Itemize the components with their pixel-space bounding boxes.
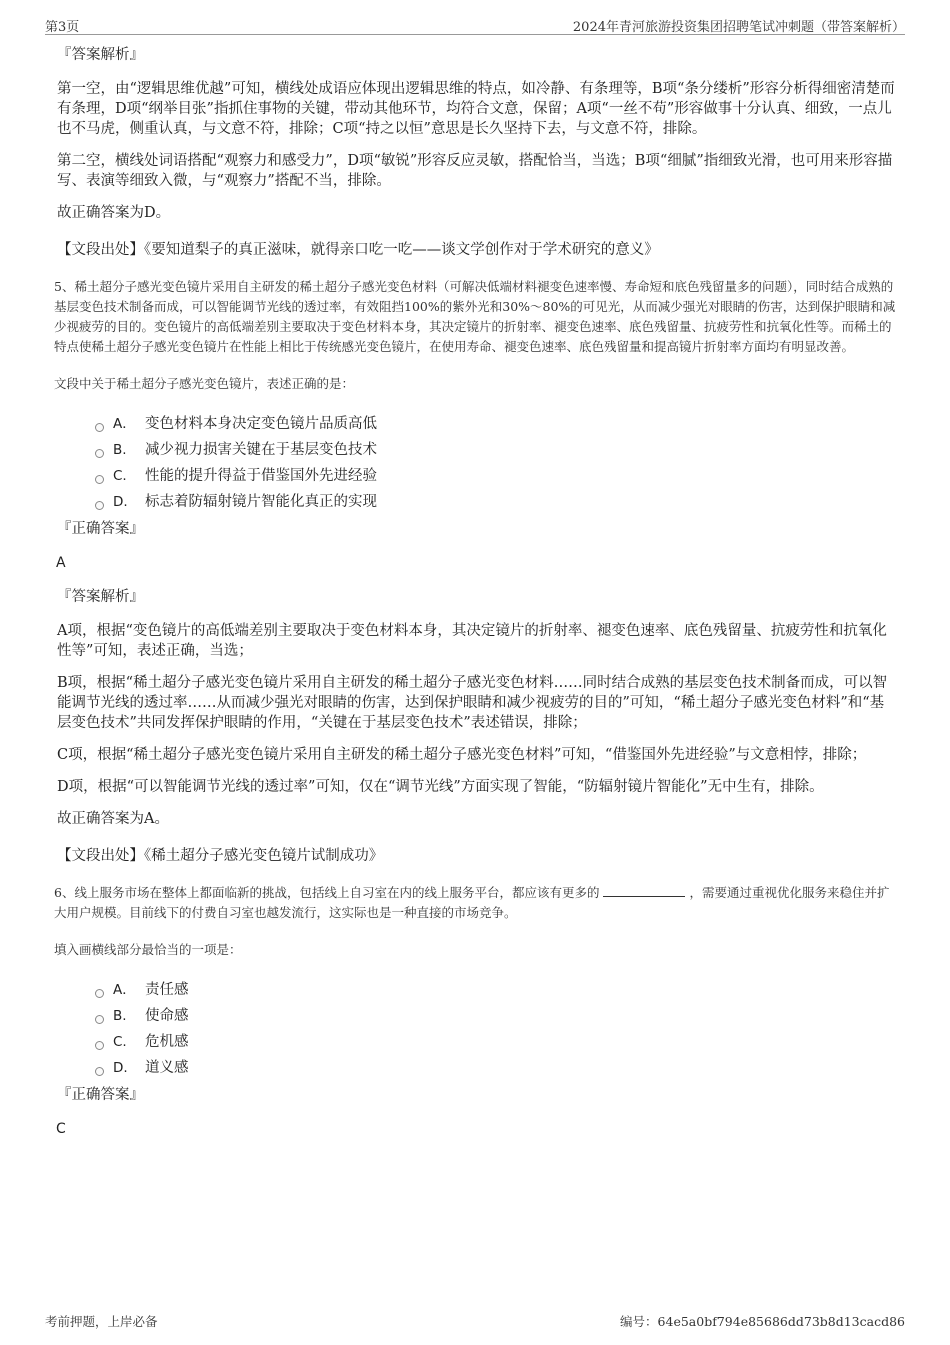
question-6-passage-after: ，需要通过重视优化服务来稳住并扩大用户规模。目前线下的付费自习室也越发流行，这实际也是一种直接的市场竞争。	[54, 885, 890, 920]
option-letter: D.	[113, 1060, 128, 1076]
question-6-options	[95, 977, 897, 1081]
radio-button-icon[interactable]	[95, 475, 104, 484]
option-text: 变色材料本身决定变色镜片品质高低	[145, 416, 377, 432]
question-6-passage	[54, 883, 897, 923]
option-text: 标志着防辐射镜片智能化真正的实现	[145, 494, 377, 510]
radio-button-icon[interactable]	[95, 1067, 104, 1076]
option-d[interactable]	[95, 1055, 897, 1081]
footer-slogan: 考前押题，上岸必备	[45, 1314, 158, 1329]
page-number: 第3页	[45, 20, 80, 35]
option-text: 使命感	[145, 1008, 189, 1024]
radio-button-icon[interactable]	[95, 989, 104, 998]
option-text: 道义感	[145, 1060, 189, 1076]
correct-answer-label: 『正确答案』	[57, 521, 144, 537]
document-id: 编号：64e5a0bf794e85686dd73b8d13cacd86	[620, 1314, 905, 1329]
question-5-prompt: 文段中关于稀土超分子感光变色镜片，表述正确的是：	[54, 376, 355, 391]
page-content	[54, 45, 897, 1153]
option-letter: D.	[113, 494, 128, 510]
analysis-paragraph: 第二空，横线处词语搭配“观察力和感受力”，D项“敏锐”形容反应灵敏，搭配恰当，当选；B项“细腻”指细致光滑，也可用来形容描写、表演等细致入微，与“观察力”搭配不当，排除。	[57, 153, 893, 189]
option-d[interactable]	[95, 489, 897, 515]
option-a[interactable]	[95, 411, 897, 437]
option-letter: B.	[113, 1008, 127, 1024]
option-letter: C.	[113, 1034, 127, 1050]
radio-button-icon[interactable]	[95, 1015, 104, 1024]
analysis-paragraph: A项，根据“变色镜片的高低端差别主要取决于变色材料本身，其决定镜片的折射率、褪变色速率、底色残留量、抗疲劳性和抗氧化性等”可知，表述正确，当选；	[57, 623, 887, 659]
page-header	[45, 14, 905, 35]
radio-button-icon[interactable]	[95, 1041, 104, 1050]
answer-conclusion: 故正确答案为A。	[57, 811, 169, 827]
analysis-label: 『答案解析』	[57, 47, 144, 63]
page-footer	[45, 1312, 905, 1332]
answer-conclusion: 故正确答案为D。	[57, 205, 171, 221]
option-text: 减少视力损害关键在于基层变色技术	[145, 442, 377, 458]
document-title: 2024年青河旅游投资集团招聘笔试冲刺题（带答案解析）	[572, 20, 905, 35]
radio-button-icon[interactable]	[95, 501, 104, 510]
radio-button-icon[interactable]	[95, 449, 104, 458]
option-b[interactable]	[95, 1003, 897, 1029]
option-letter: C.	[113, 468, 127, 484]
option-letter: A．	[113, 416, 136, 432]
fill-in-blank	[603, 884, 685, 897]
correct-answer-value: C	[56, 1121, 66, 1137]
analysis-paragraph: B项，根据“稀土超分子感光变色镜片采用自主研发的稀土超分子感光变色材料……同时结合成熟的基层变色技术制备而成，可以智能调节光线的透过率……从而减少强光对眼睛的伤害，达到保护眼睛和减少视疲劳的目的”可知，“稀土超分子感光变色材料”和“基层变色技术”共同发挥保护眼睛的作用，“关键在于基层变色技术”表述错误，排除；	[57, 675, 888, 731]
question-6-prompt: 填入画横线部分最恰当的一项是：	[54, 942, 242, 957]
analysis-paragraph: C项，根据“稀土超分子感光变色镜片采用自主研发的稀土超分子感光变色材料”可知，“借鉴国外先进经验”与文意相悖，排除；	[57, 747, 867, 763]
option-c[interactable]	[95, 463, 897, 489]
question-6-passage-before: 6、线上服务市场在整体上都面临新的挑战，包括线上自习室在内的线上服务平台，都应该有更多的	[54, 885, 600, 900]
analysis-label: 『答案解析』	[57, 589, 144, 605]
option-letter: A．	[113, 982, 136, 998]
analysis-paragraph: D项，根据“可以智能调节光线的透过率”可知，仅在“调节光线”方面实现了智能，“防辐射镜片智能化”无中生有，排除。	[57, 779, 824, 795]
source-citation: 【文段出处】《稀土超分子感光变色镜片试制成功》	[57, 848, 384, 864]
option-text: 责任感	[145, 982, 189, 998]
option-text: 性能的提升得益于借鉴国外先进经验	[145, 468, 377, 484]
correct-answer-value: A	[56, 555, 66, 571]
option-c[interactable]	[95, 1029, 897, 1055]
option-b[interactable]	[95, 437, 897, 463]
radio-button-icon[interactable]	[95, 423, 104, 432]
correct-answer-label: 『正确答案』	[57, 1087, 144, 1103]
option-text: 危机感	[145, 1034, 189, 1050]
question-5-options	[95, 411, 897, 515]
source-citation: 【文段出处】《要知道梨子的真正滋味，就得亲口吃一吃——谈文学创作对于学术研究的意义》	[57, 242, 659, 258]
option-a[interactable]	[95, 977, 897, 1003]
analysis-paragraph: 第一空，由“逻辑思维优越”可知，横线处成语应体现出逻辑思维的特点，如冷静、有条理等，B项“条分缕析”形容分析得细密清楚而有条理，D项“纲举目张”指抓住事物的关键，带动其他环节，均符合文意，保留；A项“一丝不苟”形容做事十分认真、细致，一点儿也不马虎，侧重认真，与文意不符，排除；C项“持之以恒”意思是长久坚持下去，与文意不符，排除。	[57, 81, 895, 137]
option-letter: B.	[113, 442, 127, 458]
question-5-passage: 5、稀土超分子感光变色镜片采用自主研发的稀土超分子感光变色材料（可解决低端材料褪变色速率慢、寿命短和底色残留量多的问题），同时结合成熟的基层变色技术制备而成，可以智能调节光线的透过率，有效阻挡100%的紫外光和30%～80%的可见光，从而减少强光对眼睛的伤害，达到保护眼睛和减少视疲劳的目的。变色镜片的高低端差别主要取决于变色材料本身，其决定镜片的折射率、褪变色速率、底色残留量、抗疲劳性和抗氧化性等。而稀土的特点使稀土超分子感光变色镜片在性能上相比于传统感光变色镜片，在使用寿命、褪变色速率、底色残留量和提高镜片折射率方面均有明显改善。	[54, 279, 896, 354]
